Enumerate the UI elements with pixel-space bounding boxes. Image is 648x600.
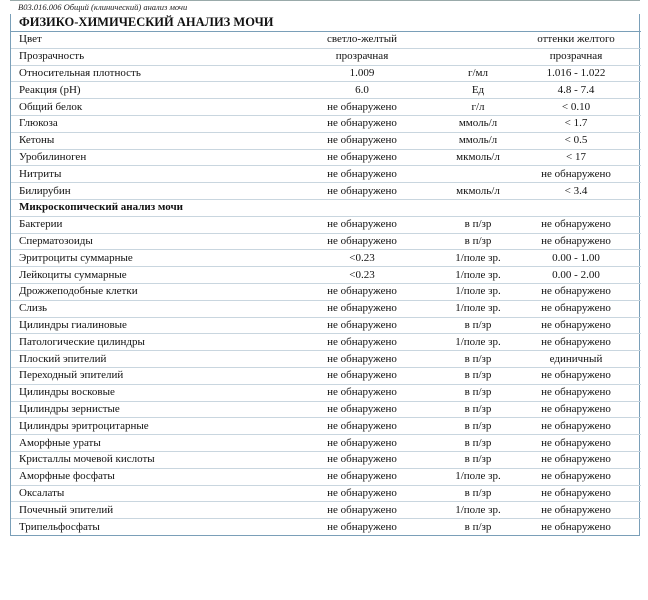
test-name: Слизь (11, 300, 279, 317)
test-name: Уробилиноген (11, 149, 279, 166)
test-result: не обнаружено (279, 283, 445, 300)
test-name: Переходный эпителий (11, 367, 279, 384)
test-unit: в п/зр (445, 435, 511, 452)
test-reference: не обнаружено (511, 418, 641, 435)
test-unit: мкмоль/л (445, 149, 511, 166)
test-reference: 4.8 - 7.4 (511, 82, 641, 99)
test-name: Бактерии (11, 216, 279, 233)
test-unit: в п/зр (445, 401, 511, 418)
test-reference: < 1.7 (511, 115, 641, 132)
test-reference: оттенки желтого (511, 32, 641, 49)
test-reference: не обнаружено (511, 435, 641, 452)
table-row (11, 183, 641, 200)
test-name: Сперматозоиды (11, 233, 279, 250)
service-code: B03.016.006 Общий (клинический) анализ мочи (10, 0, 640, 14)
test-reference: < 3.4 (511, 183, 641, 200)
test-reference: прозрачная (511, 48, 641, 65)
test-result: не обнаружено (279, 216, 445, 233)
test-reference: не обнаружено (511, 334, 641, 351)
section-header (11, 199, 641, 216)
test-result: не обнаружено (279, 435, 445, 452)
table-row (11, 32, 641, 49)
table-row (11, 351, 641, 368)
test-unit: мкмоль/л (445, 183, 511, 200)
test-unit: в п/зр (445, 418, 511, 435)
test-unit: 1/поле зр. (445, 250, 511, 267)
test-result: не обнаружено (279, 502, 445, 519)
test-result: не обнаружено (279, 166, 445, 183)
test-unit (445, 32, 511, 49)
test-unit: в п/зр (445, 519, 511, 535)
table-row (11, 65, 641, 82)
test-name: Цилиндры гиалиновые (11, 317, 279, 334)
table-row (11, 384, 641, 401)
table-row (11, 132, 641, 149)
test-result: не обнаружено (279, 485, 445, 502)
test-name: Кристаллы мочевой кислоты (11, 451, 279, 468)
test-unit: 1/поле зр. (445, 468, 511, 485)
test-reference: < 0.5 (511, 132, 641, 149)
table-row (11, 502, 641, 519)
table-row (11, 233, 641, 250)
test-unit: в п/зр (445, 233, 511, 250)
page-title: ФИЗИКО-ХИМИЧЕСКИЙ АНАЛИЗ МОЧИ (19, 15, 274, 29)
table-row (11, 267, 641, 284)
test-reference: не обнаружено (511, 367, 641, 384)
test-unit: г/л (445, 99, 511, 116)
test-result: светло-желтый (279, 32, 445, 49)
test-unit: ммоль/л (445, 115, 511, 132)
test-result: не обнаружено (279, 132, 445, 149)
test-unit: в п/зр (445, 485, 511, 502)
test-result: не обнаружено (279, 233, 445, 250)
table-row (11, 166, 641, 183)
table-row (11, 99, 641, 116)
test-name: Глюкоза (11, 115, 279, 132)
test-result: 6.0 (279, 82, 445, 99)
table-row (11, 418, 641, 435)
test-result: прозрачная (279, 48, 445, 65)
table-row (11, 367, 641, 384)
test-name: Почечный эпителий (11, 502, 279, 519)
table-row (11, 216, 641, 233)
test-reference: не обнаружено (511, 519, 641, 535)
table-row (11, 519, 641, 535)
table-row (11, 115, 641, 132)
test-result: не обнаружено (279, 317, 445, 334)
test-name: Плоский эпителий (11, 351, 279, 368)
test-result: не обнаружено (279, 300, 445, 317)
test-reference: не обнаружено (511, 216, 641, 233)
test-result: не обнаружено (279, 351, 445, 368)
test-unit: в п/зр (445, 216, 511, 233)
test-reference: не обнаружено (511, 317, 641, 334)
test-name: Аморфные ураты (11, 435, 279, 452)
test-name: Цилиндры восковые (11, 384, 279, 401)
test-reference: не обнаружено (511, 401, 641, 418)
test-reference: 0.00 - 2.00 (511, 267, 641, 284)
test-name: Трипельфосфаты (11, 519, 279, 535)
test-result: не обнаружено (279, 468, 445, 485)
test-name: Цилиндры эритроцитарные (11, 418, 279, 435)
test-reference: не обнаружено (511, 166, 641, 183)
results-frame (10, 14, 640, 536)
test-unit: ммоль/л (445, 132, 511, 149)
test-unit: Ед (445, 82, 511, 99)
test-reference: не обнаружено (511, 451, 641, 468)
table-row (11, 48, 641, 65)
table-row (11, 149, 641, 166)
table-row (11, 468, 641, 485)
test-name: Общий белок (11, 99, 279, 116)
test-reference: не обнаружено (511, 485, 641, 502)
test-name: Кетоны (11, 132, 279, 149)
test-result: не обнаружено (279, 451, 445, 468)
test-name: Эритроциты суммарные (11, 250, 279, 267)
lab-report (10, 0, 640, 536)
test-unit: в п/зр (445, 351, 511, 368)
table-row (11, 82, 641, 99)
test-name: Лейкоциты суммарные (11, 267, 279, 284)
test-reference: не обнаружено (511, 384, 641, 401)
test-name: Дрожжеподобные клетки (11, 283, 279, 300)
test-reference: не обнаружено (511, 502, 641, 519)
test-result: не обнаружено (279, 401, 445, 418)
test-unit: 1/поле зр. (445, 283, 511, 300)
test-unit: 1/поле зр. (445, 267, 511, 284)
test-name: Оксалаты (11, 485, 279, 502)
test-result: 1.009 (279, 65, 445, 82)
test-name: Относительная плотность (11, 65, 279, 82)
test-result: не обнаружено (279, 519, 445, 535)
results-table (11, 31, 641, 535)
table-row (11, 250, 641, 267)
test-result: не обнаружено (279, 418, 445, 435)
test-unit: в п/зр (445, 317, 511, 334)
test-unit: в п/зр (445, 451, 511, 468)
test-name: Прозрачность (11, 48, 279, 65)
table-row (11, 435, 641, 452)
test-result: не обнаружено (279, 99, 445, 116)
test-reference: не обнаружено (511, 468, 641, 485)
test-name: Нитриты (11, 166, 279, 183)
table-row (11, 451, 641, 468)
table-row (11, 283, 641, 300)
test-reference: не обнаружено (511, 233, 641, 250)
test-reference: 1.016 - 1.022 (511, 65, 641, 82)
test-name: Билирубин (11, 183, 279, 200)
test-reference: единичный (511, 351, 641, 368)
test-result: не обнаружено (279, 367, 445, 384)
test-reference: < 17 (511, 149, 641, 166)
test-unit (445, 48, 511, 65)
section-title: Микроскопический анализ мочи (11, 199, 641, 216)
test-unit: в п/зр (445, 384, 511, 401)
test-reference: не обнаружено (511, 283, 641, 300)
test-unit: 1/поле зр. (445, 300, 511, 317)
test-unit: в п/зр (445, 367, 511, 384)
test-result: не обнаружено (279, 384, 445, 401)
test-name: Цвет (11, 32, 279, 49)
test-result: не обнаружено (279, 334, 445, 351)
test-reference: не обнаружено (511, 300, 641, 317)
test-name: Аморфные фосфаты (11, 468, 279, 485)
test-result: <0.23 (279, 267, 445, 284)
test-result: <0.23 (279, 250, 445, 267)
test-name: Патологические цилиндры (11, 334, 279, 351)
test-result: не обнаружено (279, 183, 445, 200)
test-unit: г/мл (445, 65, 511, 82)
test-unit: 1/поле зр. (445, 502, 511, 519)
table-row (11, 485, 641, 502)
test-result: не обнаружено (279, 115, 445, 132)
test-unit (445, 166, 511, 183)
table-row (11, 300, 641, 317)
table-row (11, 317, 641, 334)
test-name: Цилиндры зернистые (11, 401, 279, 418)
table-row (11, 401, 641, 418)
test-result: не обнаружено (279, 149, 445, 166)
table-row (11, 334, 641, 351)
test-reference: < 0.10 (511, 99, 641, 116)
test-name: Реакция (pH) (11, 82, 279, 99)
test-unit: 1/поле зр. (445, 334, 511, 351)
test-reference: 0.00 - 1.00 (511, 250, 641, 267)
